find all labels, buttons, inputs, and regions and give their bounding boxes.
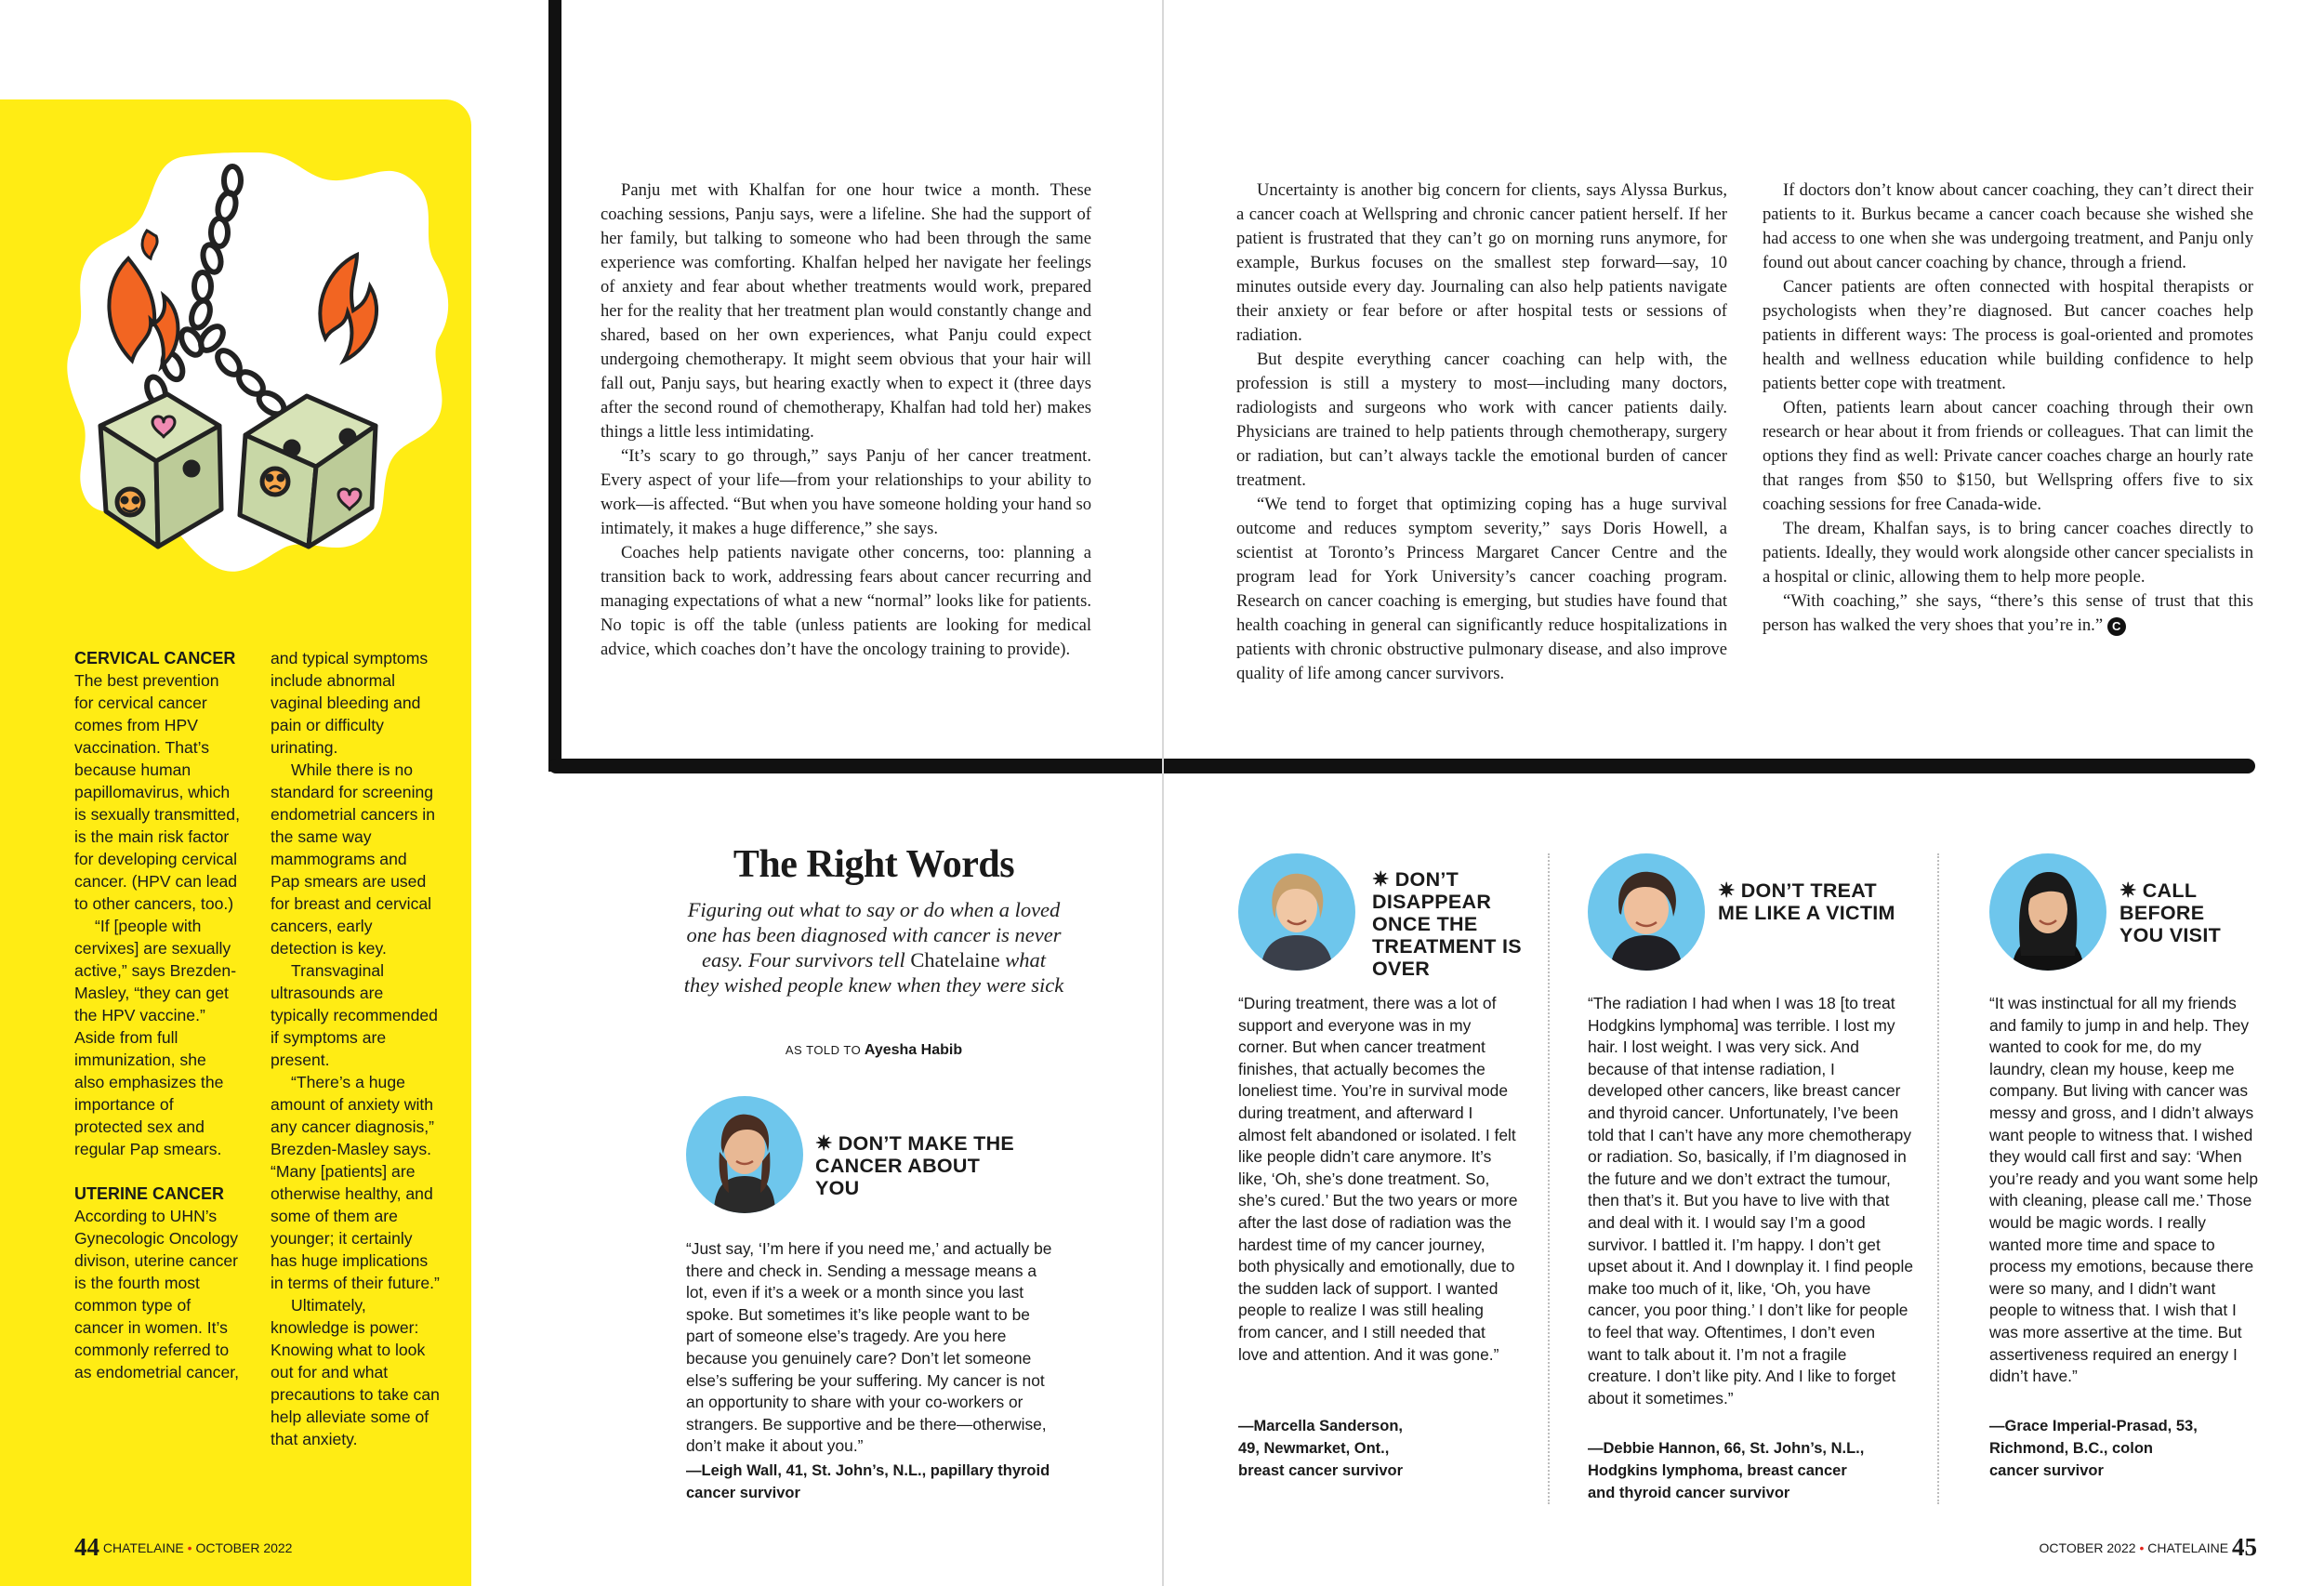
folio-left [74, 1533, 292, 1562]
star-icon: ✷ [1372, 867, 1390, 891]
article-paragraph: Cancer patients are often connected with hospital therapists or psychologists when they’re diagnosed. But cancer coaches help patients in different ways: The process is goal-oriented and promotes health and wellness education while building confidence to help patients better cope with treatment. [1763, 277, 2253, 393]
sidebar-paragraph: Ultimately, knowledge is power: Knowing what to look out for and what precautions to take can help alleviate some of that anxiety. [271, 1296, 440, 1448]
tip-3-heading [1718, 879, 1904, 924]
page-number: 44 [74, 1533, 99, 1561]
heading-uterine-cancer: UTERINE CANCER [74, 1184, 225, 1203]
article-paragraph: “We tend to forget that optimizing coping has a huge survival outcome and reduces symptom severity,” says Doris Howell, a scientist at Toronto’s Princess Margaret Cancer Centre and the program lead for York University’s cancer coaching program. Research on cancer coaching is emerging, but studies have found that health coaching in general can significantly reduce hospitalizations in patients with chronic obstructive pulmonary disease, and also improve quality of life among cancer survivors. [1236, 495, 1727, 683]
article-column-left [601, 178, 1091, 662]
tip-1-heading [815, 1132, 1029, 1199]
tip-4-quote: “It was instinctual for all my friends and family to jump in and help. They wanted to cook for me, do my laundry, clean my house, keep me company. But living with cancer was messy and gross, and I didn’t always want people to witness that. I wished they would call first and say: ‘When you’re ready and you want some help with cleaning, please call me.’ Those would be magic words. I really wanted more time and space to process my emotions, because there were so many, and I didn’t want people to witness that. I wish that I was more assertive at the time. But assertiveness required an energy I didn’t have.” [1989, 994, 2259, 1386]
frame-rule-vertical [548, 0, 561, 772]
star-icon: ✷ [2119, 879, 2137, 902]
dek-text: what they wished people knew when they were sick [683, 948, 1064, 997]
article-paragraph: Coaches help patients navigate other concerns, too: planning a transition back to work, addressing fears about cancer recurring and managing expectations of what a new “normal” looks like for patients. No topic is off the table (unless patients are looking for medical advice, which coaches don’t have the oncology training to provide). [601, 543, 1091, 659]
sidebar-paragraph: According to UHN’s Gynecologic Oncology divison, uterine cancer is the fourth most common type of cancer in women. It’s commonly referred to as endometrial cancer, [74, 1207, 240, 1381]
column-divider [1548, 853, 1550, 1504]
sidebar-paragraph: Transvaginal ultrasounds are typically recommended if symptoms are present. [271, 961, 438, 1069]
avatar-leigh-wall [686, 1096, 803, 1213]
article-paragraph: The dream, Khalfan says, is to bring cancer coaches directly to patients. Ideally, they would work alongside other cancer specialists in a hospital or clinic, allowing them to help more people. [1763, 519, 2253, 587]
avatar-grace-imperial-prasad [1989, 853, 2106, 971]
page-gutter [1162, 0, 1164, 1586]
star-icon: ✷ [1718, 879, 1736, 902]
column-divider [1937, 853, 1939, 1504]
folio-right [2036, 1533, 2257, 1562]
sidebar-paragraph: and typical symptoms include abnormal vaginal bleeding and pain or difficulty urinating. [271, 649, 429, 757]
byline [688, 1042, 1060, 1059]
dek-text: Figuring out what to say or do when a loved one has been diagnosed with cancer is never easy. Four survivors tell [686, 898, 1062, 971]
tip-heading-text: CALL BEFORE YOU VISIT [2119, 879, 2222, 946]
star-icon: ✷ [815, 1131, 833, 1155]
folio-bullet: • [2139, 1540, 2145, 1555]
article-paragraph: But despite everything cancer coaching can help with, the profession is still a mystery to most—including many doctors, radiologists and surgeons who work with cancer patients daily. Physicians are trained to help patients through chemotherapy, surgery or radiation, but can’t always tackle the emotional burden of cancer treatment. [1236, 350, 1727, 490]
sidebar-paragraph: “There’s a huge amount of anxiety with any cancer diagnosis,” Brezden-Masley says. “Many [patients] are otherwise healthy, and some of them are younger; it certainly has huge implications in terms of their future.” [271, 1073, 440, 1292]
article-paragraph [1763, 589, 2253, 638]
tip-heading-text: DON’T MAKE THE CANCER ABOUT YOU [815, 1132, 1015, 1199]
tip-2-heading [1372, 868, 1539, 980]
sidebar-column-2 [271, 647, 440, 1450]
sidebar-paragraph: “If [people with cervixes] are sexually active,” says Brezden-Masley, “they can get the HPV vaccine.” Aside from full immunization, she also emphasizes the importance of protected sex and regular Pap smears. [74, 917, 237, 1158]
end-mark-icon: C [2107, 617, 2126, 636]
article-paragraph: If doctors don’t know about cancer coaching, they can’t direct their patients to it. Burkus became a cancer coach because she wished she had access to one when she was undergoing treatment, and Panju only found out about cancer coaching by chance, through a friend. [1763, 180, 2253, 272]
tip-3-attribution: —Debbie Hannon, 66, St. John’s, N.L., Hodgkins lymphoma, breast cancer and thyroid cancer survivor [1588, 1440, 1865, 1501]
tip-heading-text: DON’T TREAT ME LIKE A VICTIM [1718, 879, 1895, 924]
heading-cervical-cancer: CERVICAL CANCER [74, 649, 236, 667]
tip-4-attribution: —Grace Imperial-Prasad, 53, Richmond, B.C., colon cancer survivor [1989, 1418, 2198, 1479]
feature-dek [683, 897, 1064, 998]
folio-date: OCTOBER 2022 [2039, 1540, 2136, 1555]
byline-name: Ayesha Habib [864, 1042, 963, 1058]
article-paragraph: Panju met with Khalfan for one hour twice a month. These coaching sessions, Panju says, were a lifeline. She had the support of her family, but talking to someone who had been through the same experience was comforting. Khalfan helped her navigate her feelings of anxiety and fear about whether treatments would work, prepared her for the reality that her treatment plan would constantly change and shared, based on her own experiences, what Panju could expect undergoing chemotherapy. It might seem obvious that your hair will fall out, Panju says, but hearing exactly when to expect it (three days after the second round of chemotherapy, Khalfan had told her) makes things a little less intimidating. [601, 180, 1091, 442]
tip-1-attribution: —Leigh Wall, 41, St. John’s, N.L., papillary thyroid cancer survivor [686, 1462, 1050, 1501]
feature-title: The Right Words [733, 843, 1015, 886]
frame-rule-horizontal [548, 759, 2255, 773]
sidebar-paragraph: The best prevention for cervical cancer comes from HPV vaccination. That’s because human papillomavirus, which is sexually transmitted, is the main risk factor for developing cervical cancer. (HPV can lead to other cancers, too.) [74, 671, 240, 913]
closing-line: “With coaching,” she says, “there’s this sense of trust that this person has walked the very shoes that you’re in.” [1763, 591, 2253, 635]
article-paragraph: Often, patients learn about cancer coaching through their own research or hear about it from friends or colleagues. That can limit the options they find as well: Private cancer coaches charge an hourly rate that ranges from $50 to $150, but Wellspring offers five to six coaching sessions for free Canada-wide. [1763, 398, 2253, 514]
folio-magazine: CHATELAINE [102, 1540, 184, 1555]
tip-3-quote: “The radiation I had when I was 18 [to treat Hodgkins lymphoma] was terrible. I lost my hair. I lost weight. I was very sick. And because of that intense radiation, I developed other cancers, like breast cancer and thyroid cancer. Unfortunately, I’ve been told that I can’t have any more chemotherapy or radiation. So, basically, if I’m diagnosed in the future and we don’t extract the tumour, then that’s it. But you have to live with that and deal with it. I would say I’m a good survivor. I battled it. I’m happy. I don’t get upset about it. And I downplay it. I find people make too much of it, like, ‘Oh, you have cancer, you poor thing.’ I don’t like for people to feel that way. Oftentimes, I don’t even want to talk about it. I’m not a fragile creature. I don’t like pity. And I like to forget about it sometimes.” [1588, 994, 1913, 1408]
fuzzy-dice-illustration [63, 147, 454, 584]
article-paragraph: “It’s scary to go through,” says Panju of her cancer treatment. Every aspect of your life—from your relationships to your ability to work—is affected. “But when you have someone holding your hand so intimately, it makes a huge difference,” she says. [601, 446, 1091, 538]
folio-date: OCTOBER 2022 [195, 1540, 293, 1555]
byline-label: AS TOLD TO [785, 1043, 862, 1057]
article-column-right-1 [1236, 178, 1727, 686]
tip-heading-text: DON’T DISAPPEAR ONCE THE TREATMENT IS OVER [1372, 868, 1522, 980]
tip-1-quote: “Just say, ‘I’m here if you need me,’ and actually be there and check in. Sending a message means a lot, even if it’s a week or a month since you last spoke. But sometimes it’s like people want to be part of someone else’s tragedy. Are you here because you genuinely care? Don’t let someone else’s suffering be your suffering. My cancer is not an opportunity to share with your co-workers or strangers. Be supportive and be there—otherwise, don’t make it about you.” [686, 1239, 1052, 1456]
folio-magazine: CHATELAINE [2147, 1540, 2229, 1555]
tip-2-quote: “During treatment, there was a lot of support and everyone was in my corner. But when cancer treatment finishes, that actually becomes the loneliest time. You’re in survival mode during treatment, and afterward I almost felt abandoned or isolated. I felt like people didn’t care anymore. It’s like, ‘Oh, she’s done treatment. So, she’s cured.’ But the two years or more after the last dose of radiation was the hardest time of my cancer journey, both physically and emotionally, due to the sudden lack of support. I wanted people to realize I was still healing from cancer, and I still needed that love and attention. And it was gone.” [1238, 994, 1518, 1364]
article-column-right-2 [1763, 178, 2253, 638]
sidebar-column-1 [74, 647, 240, 1383]
dek-brand: Chatelaine [910, 948, 1000, 971]
tip-4-heading [2119, 879, 2250, 946]
avatar-marcella-sanderson [1238, 853, 1355, 971]
page-number: 45 [2232, 1533, 2257, 1561]
avatar-debbie-hannon [1588, 853, 1705, 971]
tip-2-attribution: —Marcella Sanderson, 49, Newmarket, Ont., breast cancer survivor [1238, 1418, 1404, 1479]
sidebar-paragraph: While there is no standard for screening endometrial cancers in the same way mammograms and Pap smears are used for breast and cervical cancers, early detection is key. [271, 760, 436, 958]
article-paragraph: Uncertainty is another big concern for clients, says Alyssa Burkus, a cancer coach at Wellspring and chronic cancer patient herself. If her patient is frustrated that they can’t go on morning runs anymore, for example, Burkus focuses on the smallest step forward—say, 10 minutes outside every day. Journaling can also help patients navigate their anxiety or fear before or after hospital tests or sessions of radiation. [1236, 180, 1727, 345]
folio-bullet: • [187, 1540, 192, 1555]
